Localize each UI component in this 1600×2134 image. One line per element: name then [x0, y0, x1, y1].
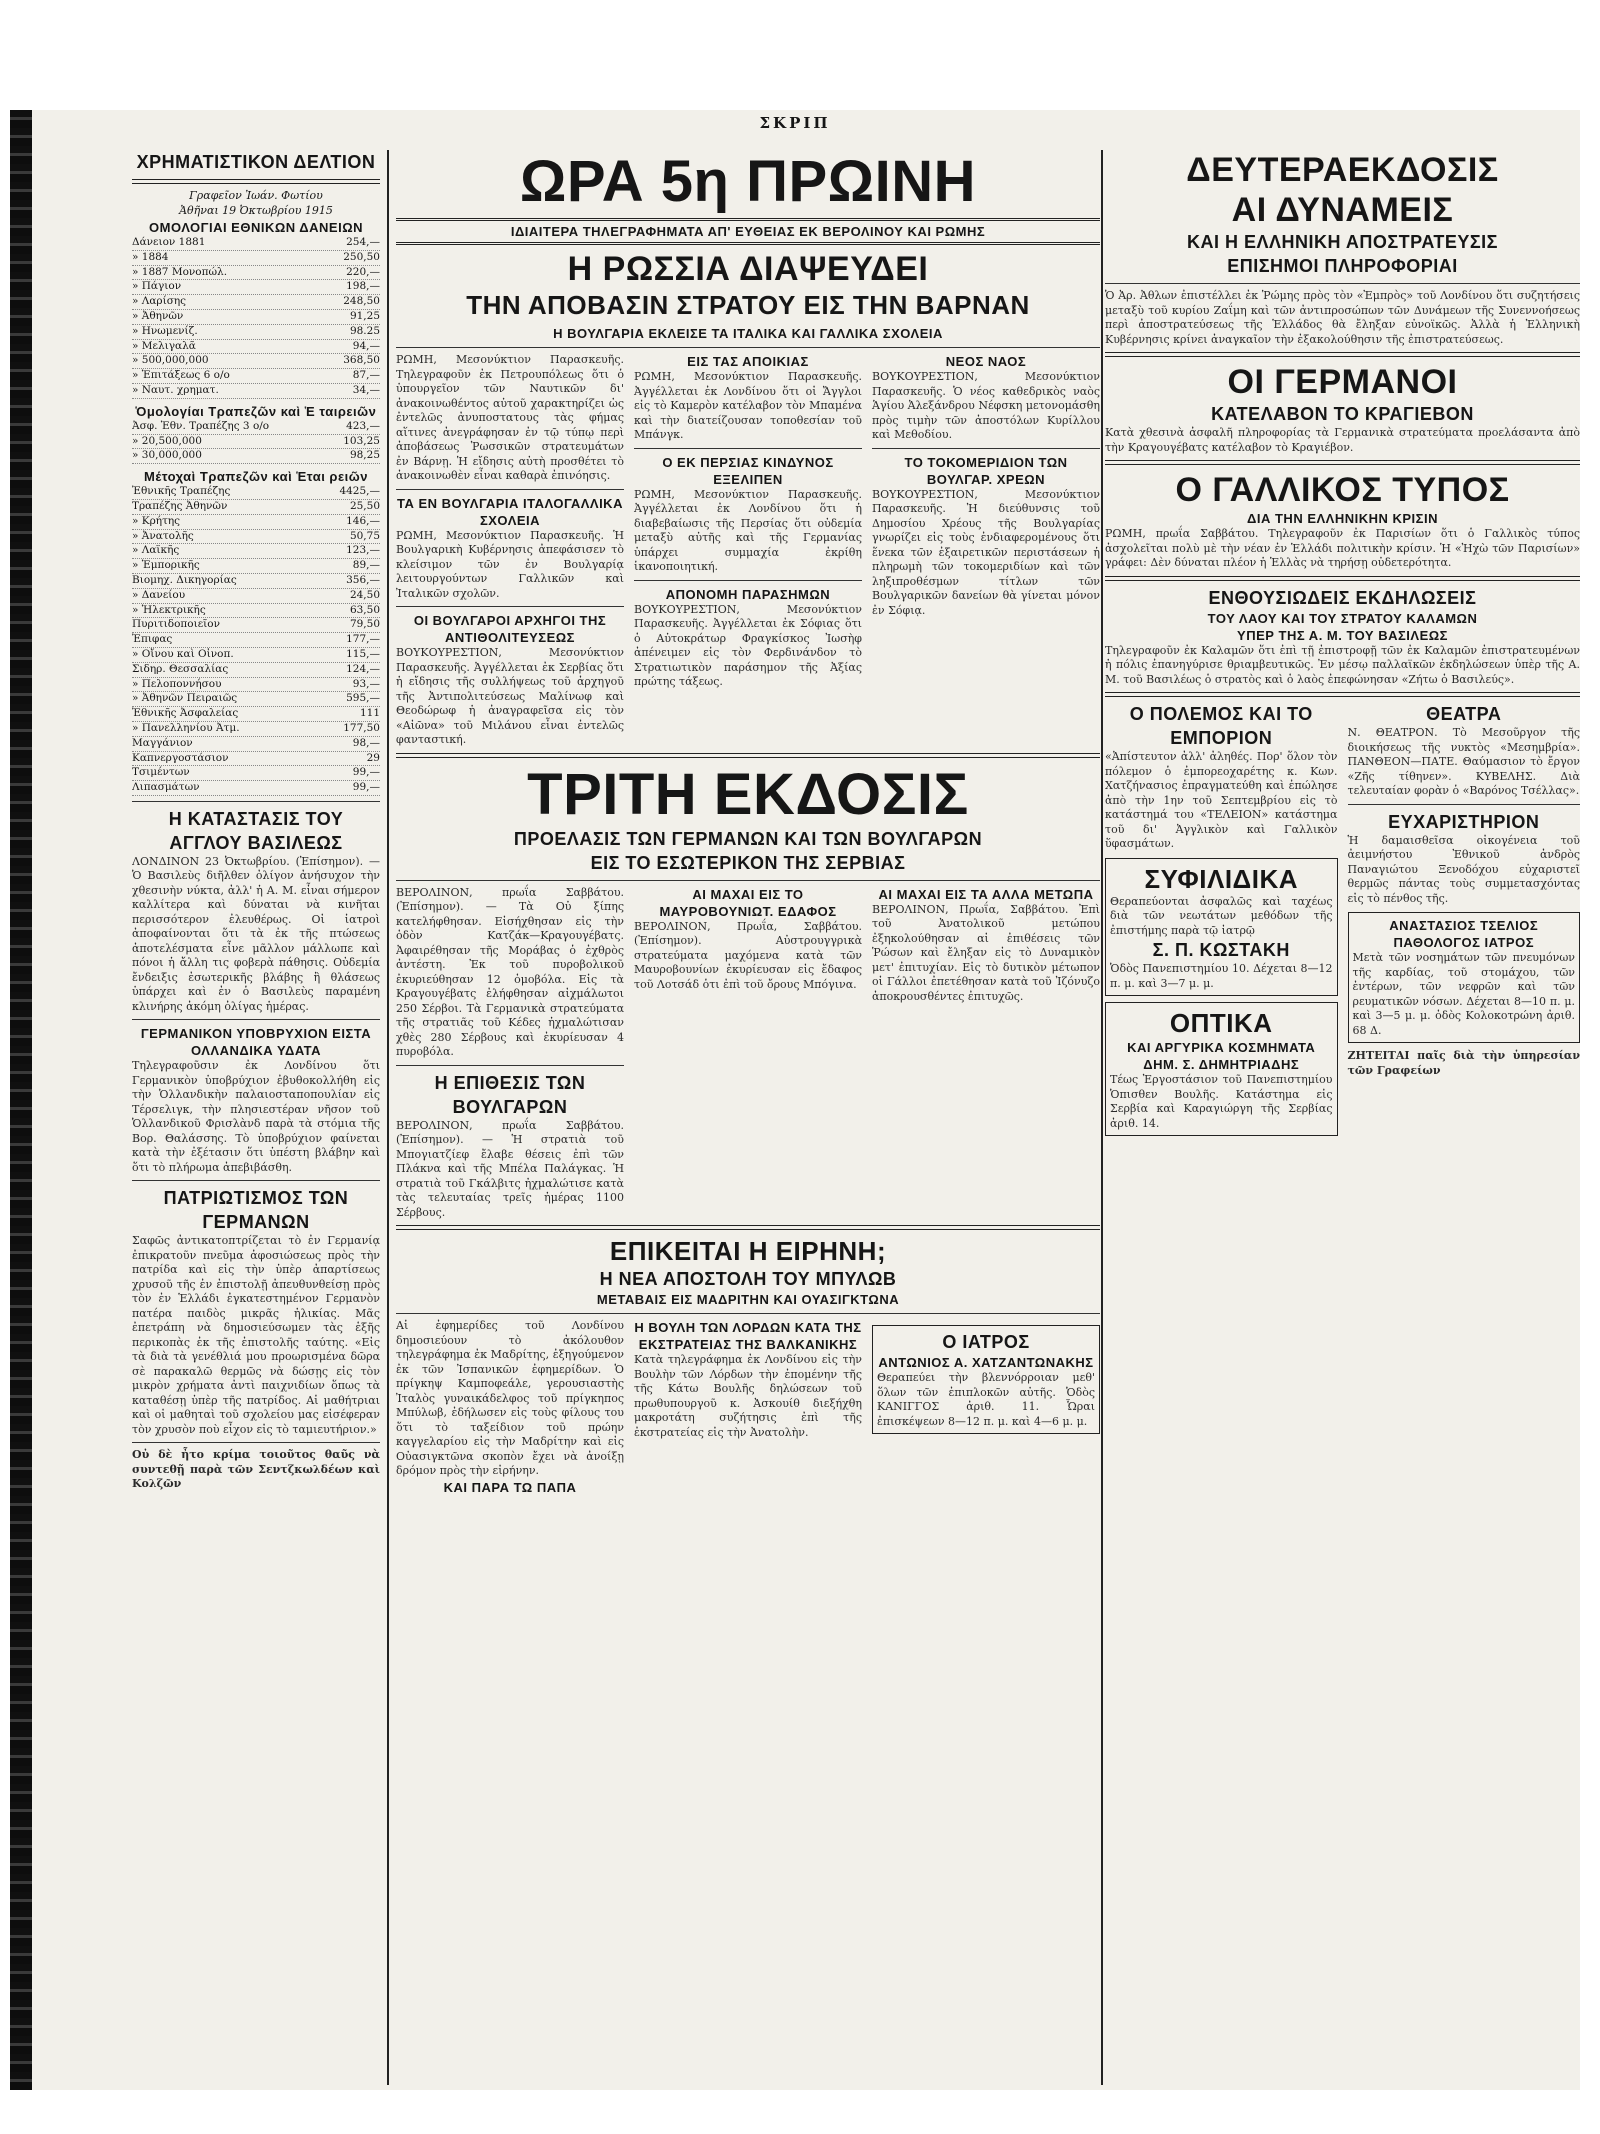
- quote-value: 250,50: [343, 250, 380, 263]
- quote-label: Σιδηρ. Θεσσαλίας: [132, 662, 229, 675]
- divider: [396, 1225, 1100, 1230]
- quote-row: [132, 420, 380, 435]
- quote-value: 146,—: [346, 514, 380, 527]
- quote-label: » Ἐπιτάξεως 6 ο/ο: [132, 369, 230, 382]
- doctor2-role: ΠΑΘΟΛΟΓΟΣ ΙΑΤΡΟΣ: [1393, 935, 1535, 950]
- theatres-text: Ν. ΘΕΑΤΡΟΝ. Τὸ Μεσοῦργον τῆς διοικήσεως τῆς νυκτὸς «Μεσημβρία». ΠΑΝΘΕΟΝ—ΠΑΤΕ. Θαύμασιον τὸ ἔργον «Ζῆς τίθηνεν». ΚΥΒΕΛΗΣ. Διὰ τελευταίαν φορὰν ὁ «Βαρόνος Τσέλλας».: [1347, 726, 1580, 797]
- quote-row: [132, 485, 380, 500]
- lower-col-a: [396, 886, 624, 1221]
- upper-col-c: [872, 353, 1100, 748]
- quote-label: Δάνειον 1881: [132, 236, 206, 248]
- germans-headline-1: ΟΙ ΓΕΡΜΑΝΟΙ: [1227, 363, 1458, 401]
- quote-value: 94,—: [352, 339, 380, 352]
- syphilis-title: ΣΥΦΙΛΙΔΙΚΑ: [1144, 863, 1299, 894]
- second-edition-banner: ΔΕΥΤΕΡΑΕΚΔΟΣΙΣ: [1186, 151, 1499, 189]
- optics-text: Τέως Ἐργοστάσιον τοῦ Πανεπιστημίου Ὁπισθεν Βουλῆς. Κατάστημα εἰς Σερβία καὶ Καραγιώργη τῆς Σερβίας ἀριθ. 14.: [1110, 1073, 1333, 1130]
- divider: [396, 1065, 624, 1066]
- french-press-headline-1: Ο ΓΑΛΛΙΚΟΣ ΤΥΠΟΣ: [1175, 471, 1510, 509]
- lower-center-columns: [396, 886, 1100, 1221]
- quote-value: 423,—: [346, 419, 380, 432]
- main-headline-1: Η ΡΩΣΣΙΑ ΔΙΑΨΕΥΔΕΙ: [567, 250, 929, 288]
- quote-row: [132, 384, 380, 399]
- column-rule-1: [387, 150, 389, 2085]
- footer-note: Οὐ δὲ ἦτο κρίμα τοιοῦτος θαῦς νὰ συντεθῇ παρὰ τῶν Σεντζκωλδέων καὶ Κολζῶν: [132, 1448, 380, 1491]
- french-press-text: ΡΩΜΗ, πρωΐα Σαββάτου. Τηλεγραφοῦν ἐκ Παρισίων ὅτι ὁ Γαλλικὸς τύπος ἀσχολεῖται πολὺ μὲ τὴν νέαν ἐν Ἑλλάδι πολιτικὴν κρίσιν. Ἡ «Ἠχὼ τῶν Παρισίων» γράφει: Δὲν δύναται πλέον ἡ Ἑλλὰς νὰ τηρήσῃ οὐδετερότητα.: [1105, 527, 1580, 569]
- quote-label: » Ναυτ. χρηματ.: [132, 383, 219, 396]
- quote-value: 79,50: [349, 618, 380, 631]
- quote-row: [132, 266, 380, 281]
- quote-row: [132, 574, 380, 589]
- quote-value: 98,25: [349, 449, 380, 462]
- divider: [132, 1180, 380, 1181]
- divider: [132, 1442, 380, 1443]
- attack-title: Η ΕΠΙΘΕΣΙΣ ΤΩΝ ΒΟΥΛΓΑΡΩΝ: [434, 1072, 586, 1117]
- newspaper-page: [10, 110, 1580, 2090]
- persia-title: Ο ΕΚ ΠΕΡΣΙΑΣ ΚΙΝΔΥΝΟΣ ΕΞΕΛΙΠΕΝ: [662, 454, 834, 487]
- quote-row: [132, 354, 380, 369]
- quote-value: 356,—: [346, 573, 380, 586]
- persia-text: ΡΩΜΗ, Μεσονύκτιον Παρασκευῆς. Ἀγγέλλεται ἐκ Λονδίνου ὅτι ἡ διαβεβαίωσις τῆς Περσίας ὅτι οὐδεμία μεταξὺ αὐτῆς καὶ τῆς Γερμανίας ὑπάρχει συμμαχία ἐκρίθη ἱκανοποιητική.: [634, 487, 862, 573]
- bulgarians-text: ΒΟΥΚΟΥΡΕΣΤΙΟΝ, Μεσονύκτιον Παρασκευῆς. Ἀγγέλλεται ἐκ Σερβίας ὅτι ἡ εἴδησις τῆς συλλήψεως τοῦ ἀρχηγοῦ τῆς Ἀντιπολιτεύσεως Μαλίνωφ καὶ Θεοδώρωφ ἡ ἀναγραφεῖσα εἰς τὸν «Αἰῶνα» τοῦ Μιλάνου εἶναι ἐντελῶς φανταστική.: [396, 646, 624, 746]
- quote-value: 220,—: [346, 265, 380, 278]
- quote-row: [132, 530, 380, 545]
- naos-title: ΝΕΟΣ ΝΑΟΣ: [945, 354, 1027, 369]
- bulgarians-title: ΟΙ ΒΟΥΛΓΑΡΟΙ ΑΡΧΗΓΟΙ ΤΗΣ ΑΝΤΙΘΟΛΙΤΕΥΣΕΩΣ: [413, 613, 607, 645]
- germans-headline-2: ΚΑΤΕΛΑΒΟΝ ΤΟ ΚΡΑΓΙΕΒΟΝ: [1211, 404, 1474, 424]
- thanks-title: ΕΥΧΑΡΙΣΤΗΡΙΟΝ: [1388, 811, 1540, 832]
- divider: [1105, 283, 1580, 284]
- montenegro-text: ΒΕΡΟΛΙΝΟΝ, Πρωΐα, Σαββάτου. (Ἐπίσημον). Αὐστρουγγρικὰ στρατεύματα μαχόμενα κατὰ τῶν Μαυροβουνίων ἐκυρίευσαν εἰς ἔδαφος τοῦ Λοτσάδ ὁτι ἐπὶ τοῦ ὄρους Μπόγινα.: [634, 919, 862, 991]
- market-date: Ἀθῆναι 19 Ὀκτωβρίου 1915: [179, 204, 333, 217]
- main-headline-2: ΤΗΝ ΑΠΟΒΑΣΙΝ ΣΤΡΑΤΟΥ ΕΙΣ ΤΗΝ ΒΑΡΝΑΝ: [466, 290, 1030, 320]
- kalamata-headline-1: ΕΝΘΟΥΣΙΩΔΕΙΣ ΕΚΔΗΛΩΣΕΙΣ: [1208, 587, 1477, 608]
- bonds-header: ΟΜΟΛΟΓΙΑΙ ΕΘΝΙΚΩΝ ΔΑΝΕΙΩΝ: [149, 220, 363, 235]
- quote-value: 24,50: [349, 588, 380, 601]
- forces-text: Ὁ Ἀρ. Ἀθλων ἐπιστέλλει ἐκ Ῥώμης πρὸς τὸν «Ἐμπρὸς» τοῦ Λονδίνου ὅτι συζητήσεις μεταξὺ τοῦ κυρίου Ζαΐμη καὶ τῶν ἀντιπροσώπων τῶν Δυνάμεων τῆς Συνεννοήσεως περὶ ἀποστρατεύσεως τῆς Ἑλλάδος θὰ ἔληξαν εὐνοϊκῶς. Ἀλλὰ ἡ Ἑλληνικὴ Κυβέρνησις κρίνει ἀναγκαῖον τὴν ἐξακολούθησιν τῆς ἐπιστρατεύσεως.: [1105, 289, 1580, 346]
- quote-label: » Πελοποννήσου: [132, 677, 222, 690]
- quote-label: » 20,500,000: [132, 434, 202, 447]
- naos-text: ΒΟΥΚΟΥΡΕΣΤΙΟΝ, Μεσονύκτιον Παρασκευῆς. Ὁ νέος καθεδρικὸς ναὸς Ἁγίου Ἀλεξάνδρου Νέφσκη μετονομάσθη πρὸς τιμὴν τῶν ἀποστόλων Κυρίλλου καὶ Μεθοδίου.: [872, 370, 1100, 441]
- divider: [132, 801, 380, 802]
- quote-row: [132, 340, 380, 355]
- kalamata-headline-2: ΤΟΥ ΛΑΟΥ ΚΑΙ ΤΟΥ ΣΤΡΑΤΟΥ ΚΑΛΑΜΩΝ: [1207, 610, 1478, 626]
- quote-label: Μαγγάνιον: [132, 736, 193, 749]
- other-fronts-text: ΒΕΡΟΛΙΝΟΝ, Πρωΐα, Σαββάτου. Ἐπὶ τοῦ Ἀνατολικοῦ μετώπου ἐξηκολούθησαν αἱ ἐπιθέσεις τῶν Ῥώσων καὶ ἔληξαν εἰς τὸ Δυναμικὸν μετ' ἐπιτυχίαν. Εἰς τὸ δυτικὸν μέτωπον οἱ Γάλλοι ἐπετέθησαν κατὰ τοῦ Ἰζόνυζο ἀποκρουσθέντες ἐπιτυχῶς.: [872, 902, 1100, 1003]
- divider: [396, 1313, 1100, 1314]
- war-trade-text: «Ἀπίστευτον ἀλλ' ἀληθές. Πορ' ὅλον τὸν πόλεμον ὁ ἐμπορεοχαρέτης κ. Κων. Χατζήνασιος ἐπραγματεύθη καὶ ἐπώλησε ἀπὸ τὴν 1ην τοῦ Σεπτεμβρίου εἰς τὸ κατάστημά του «ΤΕΛΕΙΟΝ» κατάστημα τοῦ δι' Ἀγγλικὸν καὶ Γαλλικὸν ὕφασμάτων.: [1105, 750, 1338, 850]
- advance-text: ΒΕΡΟΛΙΝΟΝ, πρωΐα Σαββάτου. (Ἐπίσημον). — Τὰ Οὐ ξίπης κατελήφθησαν. Εἰσήχθησαν εἰς τὴν ὁδὸν Κατζάκ—Κραγουγέβατς. Ἀφαιρέθησαν τῆς Μοράβας ὁ ἐχθρὸς ἀντέστη. Ἐκ τοῦ πυροβολικοῦ ἐκυριεύθησαν 12 ὁμοβόλα. Εἰς τὰ Κραγουγέβατς ἐλήφθησαν αἰχμάλωτοι 250 Σέρβοι. Τὰ Γερμανικὰ στρατεύματα τῆς στρατιᾶς τοῦ Κέδες ἠχμαλώτισαν χθὲς 280 Σέρβους καὶ ἐκυρίευσαν 4 πυροβόλα.: [396, 885, 624, 1058]
- main-text: ΡΩΜΗ, Μεσονύκτιον Παρασκευῆς. Τηλεγραφοῦν ἐκ Πετρουπόλεως ὅτι ὁ ὑπουργεῖον τῶν Ναυτικῶν δι' ἀνακοινωθέντος αὐτοῦ χαρακτηρίζει ὡς ἐντελῶς ἀνυποστατους τὰς φήμας αἵτινες ἀνεγράφησαν ἐν τῷ τύπῳ περὶ ἀποβάσεως Ῥωσσικῶν στρατευμάτων ἐν Βάρνῃ. Ἡ εἴδησις αὐτὴ προσθέτει τὸ ἀνακοινωθὲν εἶναι καθαρὰ ἐπινόησις.: [396, 353, 624, 482]
- bottom-center-columns: [396, 1319, 1100, 1496]
- quote-value: 115,—: [346, 647, 380, 660]
- colonies-title: ΕΙΣ ΤΑΣ ΑΠΟΙΚΙΑΣ: [687, 354, 809, 369]
- quote-value: 91,25: [349, 309, 380, 322]
- thanks-text: Ἡ δαμαισθεῖσα οἰκογένεια τοῦ ἀειμνήστου Ἐθνικοῦ ἀνδρὸς Παναγιώτου Ξενοδόχου εὐχαριστεῖ θερμῶς πάντας τοὺς συμμετασχόντας εἰς τὸ πένθος τῆς.: [1347, 833, 1580, 905]
- third-edition-banner: ΤΡΙΤΗ ΕΚΔΟΣΙΣ: [527, 761, 969, 827]
- searched-ad: ΖΗΤΕΙΤΑΙ παῖς διὰ τὴν ὑπηρεσίαν τῶν Γραφείων: [1347, 1049, 1580, 1077]
- divider: [1348, 804, 1581, 805]
- quote-value: 93,—: [352, 677, 380, 690]
- quote-value: 87,—: [352, 369, 380, 382]
- quote-value: 99,—: [352, 766, 380, 779]
- syphilis-address: Ὁδὸς Πανεπιστημίου 10. Δέχεται 8—12 π. μ. καὶ 3—7 μ. μ.: [1110, 962, 1333, 990]
- other-fronts-title: ΑΙ ΜΑΧΑΙ ΕΙΣ ΤΑ ΑΛΛΑ ΜΕΤΩΠΑ: [878, 886, 1094, 902]
- upper-center-columns: [396, 353, 1100, 748]
- quote-value: 123,—: [346, 544, 380, 557]
- quote-label: » 30,000,000: [132, 449, 202, 462]
- quote-row: [132, 236, 380, 251]
- shares-header: Μέτοχαὶ Τραπεζῶν καὶ Ἑται ρειῶν: [144, 469, 368, 485]
- quote-row: [132, 559, 380, 574]
- doctor-ad: [872, 1325, 1100, 1434]
- optics-title: ΟΠΤΙΚΑ: [1169, 1008, 1273, 1038]
- war-trade-title: Ο ΠΟΛΕΜΟΣ ΚΑΙ ΤΟ ΕΜΠΟΡΙΟΝ: [1129, 704, 1313, 748]
- quote-label: » Ἀνατολῆς: [132, 529, 194, 542]
- divider: [634, 580, 862, 581]
- coupon-title: ΤΟ ΤΟΚΟΜΕΡΙΔΙΟΝ ΤΩΝ ΒΟΥΛΓΑΡ. ΧΡΕΩΝ: [904, 454, 1068, 487]
- optics-ad: [1105, 1002, 1338, 1136]
- peace-headline-1: ΕΠΙΚΕΙΤΑΙ Η ΕΙΡΗΝΗ;: [609, 1236, 887, 1266]
- submarine-text: Τηλεγραφοῦσιν ἐκ Λονδίνου ὅτι Γερμανικὸν ὑποβρύχιον ἐβυθοκολλήθη εἰς τὴν Ὁλλανδικὴν παλαιοσταποπουλίαν εἰς Τέρσελιγκ, τὴν πλησιεστέραν νῆσον τοῦ Ὁλλανδικοῦ Φρισλὰνδ παρὰ τὰ στόμια τῆς Βορ. Θαλάσσης. Τὸ ὑποβρύχιον φαίνεται κατὰ τὴν ἐξέτασιν ὅτι ὑπέστη βλάβην καὶ ὅτι τὸ πλήρωμα ἀπεβιβάσθη.: [132, 1059, 380, 1174]
- quote-row: [132, 722, 380, 737]
- doctor2-name: ΑΝΑΣΤΑΣΙΟΣ ΤΣΕΛΙΟΣ: [1389, 918, 1539, 933]
- king-text: ΛΟΝΔΙΝΟΝ 23 Ὀκτωβρίου. (Ἐπίσημον). — Ὁ Βασιλεὺς διῆλθεν ὀλίγον ἀνήσυχον τὴν χθεσινὴν νύκτα, ἀλλ' ἡ Α. Μ. εἶναι σήμερον καλλίτερα καὶ δύναται νὰ κινῆται περισσότερον ἐλευθέρως. Οἱ ἰατροὶ ἀποφαίνονται ὅτι τὰ ἐκ τῆς πτώσεως ἀποτελέσματα εἶνε μᾶλλον μάλλωπε καὶ πόνοι ἡ ἄλλη τις φοβερὰ πάθησις. Οὐδεμία ἔνδειξις ἐσωτερικῆς βλάβης ἢ θλάσεως ὑπάρχει καὶ ἐν ὁ Βασιλεὺς παραμένη κλινήρης ἀκόμη ὀλίγας ἡμέρας.: [132, 854, 380, 1013]
- divider: [396, 606, 624, 607]
- quote-label: » Λαϊκῆς: [132, 544, 180, 557]
- quote-label: » Λαρίσης: [132, 295, 187, 308]
- column-rule-2: [1101, 150, 1103, 2085]
- market-source: Γραφεῖον Ἰωάν. Φωτίου: [189, 189, 323, 202]
- quote-value: 254,—: [346, 236, 380, 248]
- quote-label: » Πανελληνίου Ἀτμ.: [132, 721, 240, 734]
- quote-row: [132, 678, 380, 693]
- patriotism-text: Σαφῶς ἀντικατοπτρίζεται τὸ ἐν Γερμανίᾳ ἐπικρατοῦν πνεῦμα ἀφοσιώσεως πρὸς τὴν πατρίδα καὶ εἰς τὴν ὑπὲρ ἀπαρτίσεως χρυσοῦ τῆς ἐν ἐπιστολῇ ἀπευθυνθείσῃ πρὸς τὸν ἐν Ἑλλάδι ἐγκατεστημένον Γερμανὸν πατέρα παιδὸς μικρᾶς ἡλικίας. Μᾶς ἐπετράπη νὰ δημοσιεύσωμεν τὰς ἑξῆς περικοπὰς ἐκ τῆς ἐπιστολῆς ταύτης. «Εἰς τὰ διὰ τὰ γενέθλιά μου προωρισμένα δῶρα σὲ παρακαλῶ θερμῶς νὰ δώσῃς εἰς τὸν μικρὸν χρήματα ἀντὶ παιχνιδίων ὅπως τὰ καταθέσῃ ὑπὲρ τῆς πατρίδος. Αἱ μαθήτριαι καὶ οἱ μαθηταὶ τοῦ σχολείου μας εἰσέφεραν τὸν χρυσὸν ποὺ εἶχον εἰς τὸ ταμιευτήριον.»: [132, 1234, 380, 1436]
- quote-value: 177,50: [343, 721, 380, 734]
- quote-row: [132, 500, 380, 515]
- montenegro-title: ΑΙ ΜΑΧΑΙ ΕΙΣ ΤΟ ΜΑΥΡΟΒΟΥΝΙΩΤ. ΕΔΑΦΟΣ: [659, 886, 837, 919]
- germans-text: Κατὰ χθεσινὰ ἀσφαλῆ πληροφορίας τὰ Γερμανικὰ στρατεύματα προελάσαντα ἀπὸ τὴν Κραγουγέβατς κατέλαβον τὸ Κραγιέβον.: [1105, 426, 1580, 454]
- quote-row: [132, 737, 380, 752]
- bottom-col-a: [396, 1319, 624, 1496]
- advance-headline-1: ΠΡΟΕΛΑΣΙΣ ΤΩΝ ΓΕΡΜΑΝΩΝ ΚΑΙ ΤΩΝ ΒΟΥΛΓΑΡΩΝ: [513, 828, 983, 849]
- masthead: ΣΚΡΙΠ: [759, 114, 831, 132]
- quote-value: 63,50: [349, 603, 380, 616]
- quote-label: » Ἐμπορικῆς: [132, 559, 200, 572]
- bonds-list: [132, 236, 380, 399]
- quote-value: 34,—: [352, 383, 380, 396]
- left-column: [132, 150, 380, 2085]
- center-banner-sub: ΙΔΙΑΙΤΕΡΑ ΤΗΛΕΓΡΑΦΗΜΑΤΑ ΑΠ' ΕΥΘΕΙΑΣ ΕΚ ΒΕΡΟΛΙΝΟΥ ΚΑΙ ΡΩΜΗΣ: [396, 218, 1100, 245]
- attack-text: ΒΕΡΟΛΙΝΟΝ, πρωΐα Σαββάτου. (Ἐπίσημον). — Ἡ στρατιὰ τοῦ Μπογιατζίεφ ἔλαβε θέσεις ἐπὶ τῶν Πλάκνα καὶ τῆς Μπέλα Παλάγκας. Ἡ στρατιὰ τοῦ Γκάλβιτς ἠχμαλώτισε κατὰ τὰς τελευταίας τρεῖς ἡμέρας 1100 Σέρβους.: [396, 1118, 624, 1219]
- quote-label: Τραπέζης Ἀθηνῶν: [132, 499, 228, 512]
- divider: [872, 448, 1100, 449]
- forces-headline-1: ΑΙ ΔΥΝΑΜΕΙΣ: [1231, 191, 1454, 229]
- quote-row: [132, 707, 380, 722]
- quote-label: » Ἀθηνῶν Πειραιῶς: [132, 692, 238, 705]
- forces-headline-3: ΕΠΙΣΗΜΟΙ ΠΛΗΡΟΦΟΡΙΑΙ: [1227, 256, 1458, 276]
- quote-label: Ἐπιφας: [132, 633, 173, 646]
- divider: [1105, 692, 1580, 697]
- quote-value: 111: [359, 707, 380, 720]
- doctor2-text: Μετὰ τῶν νοσημάτων τῶν πνευμόνων τῆς καρδίας, τοῦ στομάχου, τῶν ἐντέρων, τῶν νεφρῶν καὶ τῶν ρευματικῶν νόσων. Δέχεται 8—10 π. μ. καὶ 3—5 μ. μ. ὁδὸς Κολοκοτρώνη ἀριθ. 68 Δ.: [1352, 951, 1575, 1037]
- doctor-name: ΑΝΤΩΝΙΟΣ Α. ΧΑΤΖΑΝΤΩΝΑΚΗΣ: [878, 1355, 1094, 1370]
- bottom-col-b: [634, 1319, 862, 1496]
- upper-col-b: [634, 353, 862, 748]
- quote-label: » Ηνωμενίζ.: [132, 324, 198, 337]
- quote-value: 177,—: [346, 633, 380, 646]
- quote-label: » 1887 Μονοπώλ.: [132, 265, 228, 278]
- kalamata-headline-3: ΥΠΕΡ ΤΗΣ Α. Μ. ΤΟΥ ΒΑΣΙΛΕΩΣ: [1237, 627, 1448, 643]
- divider: [132, 179, 380, 184]
- center-banner: ΩΡΑ 5η ΠΡΩΙΝΗ: [519, 150, 977, 214]
- quote-label: Λιπασμάτων: [132, 781, 200, 794]
- quote-label: » Ἀθηνῶν: [132, 309, 184, 322]
- quote-label: » Μελιγαλᾶ: [132, 339, 196, 352]
- quote-label: » Δανείου: [132, 588, 186, 601]
- king-title: Η ΚΑΤΑΣΤΑΣΙΣ ΤΟΥ ΑΓΓΛΟΥ ΒΑΣΙΛΕΩΣ: [168, 808, 344, 853]
- quote-value: 124,—: [346, 662, 380, 675]
- quote-row: [132, 325, 380, 340]
- quote-row: [132, 515, 380, 530]
- quote-label: » Πάγιον: [132, 280, 182, 293]
- quote-row: [132, 435, 380, 450]
- quote-label: » Οἴνου καὶ Οἰνοπ.: [132, 647, 234, 660]
- quote-value: 103,25: [343, 434, 380, 447]
- center-column: [396, 150, 1100, 2085]
- quote-row: [132, 544, 380, 559]
- doctor-text: Θεραπεύει τὴν βλεννόρροιαν μεθ' ὅλων τῶν ἐπιπλοκῶν αὐτῆς. Ὁδὸς ΚΑΝΙΓΓΟΣ ἀριθ. 11. Ὧραι ἐπισκέψεων 8—12 π. μ. καὶ 4—6 μ. μ.: [877, 1371, 1095, 1428]
- divider: [1105, 352, 1580, 357]
- colonies-text: ΡΩΜΗ, Μεσονύκτιον Παρασκευῆς. Ἀγγέλλεται ἐκ Λονδίνου ὅτι οἱ Ἄγγλοι εἰς τὸ Καμερὸν κατέλαβον τὸν Μπαμένα καὶ τὴν διατείζουσαν τοποθεσίαν τοῦ Μπάνγκ.: [634, 370, 862, 441]
- quote-row: [132, 692, 380, 707]
- quote-value: 50,75: [349, 529, 380, 542]
- divider: [396, 347, 1100, 348]
- right-lower-columns: [1105, 702, 1580, 1142]
- doctor2-ad: [1348, 912, 1581, 1043]
- quote-value: 248,50: [343, 295, 380, 308]
- peace-headline-2: Η ΝΕΑ ΑΠΟΣΤΟΛΗ ΤΟΥ ΜΠΥΛΩΒ: [599, 1269, 897, 1289]
- quote-label: Ἐθνικῆς Ἀσφαλείας: [132, 707, 239, 720]
- lower-col-b: [634, 886, 862, 1221]
- quote-value: 4425,—: [339, 485, 380, 498]
- quote-row: [132, 295, 380, 310]
- quote-row: [132, 766, 380, 781]
- binding-edge: [10, 110, 32, 2090]
- quote-label: Ἀσφ. Ἐθν. Τραπέζης 3 ο/ο: [132, 419, 270, 432]
- quote-value: 98.25: [349, 324, 380, 337]
- french-press-headline-2: ΔΙΑ ΤΗΝ ΕΛΛΗΝΙΚΗΝ ΚΡΙΣΙΝ: [1247, 511, 1438, 526]
- bottom-col-c: [872, 1319, 1100, 1496]
- quote-label: » 1884: [132, 250, 169, 263]
- shares-list: [132, 485, 380, 796]
- lords-text: Κατὰ τηλεγράφημα ἐκ Λονδίνου εἰς τὴν Βουλὴν τῶν Λόρδων τὴν ἐπομένην τῆς τῆς Κάτω Βουλῆς δηλώσεων τοῦ πρωθυπουργοῦ κ. Ἀσκουίθ διεξήχθη μακροτάτη συζήτησις ἐπὶ τῆς ἐκστρατείας εἰς τὴν Ἀνατολὴν.: [634, 1353, 862, 1439]
- optics-sub: ΚΑΙ ΑΡΓΥΡΙΚΑ ΚΟΣΜΗΜΑΤΑ ΔΗΜ. Σ. ΔΗΜΗΤΡΙΑΔΗΣ: [1127, 1040, 1316, 1072]
- quote-label: Καπνεργοστάσιον: [132, 751, 229, 764]
- quote-value: 98,—: [352, 736, 380, 749]
- peace-text: Αἱ ἐφημερίδες τοῦ Λονδίνου δημοσιεύουν τὸ ἀκόλουθον τηλεγράφημα ἐκ Μαδρίτης, ἐξηγούμενον ἐκ τῶν Ἰσπανικῶν ἐφημερίδων. Ὁ πρίγκηψ Καμποφεάλε, γερουσιαστὴς Ἰταλὸς γυναικάδελφος τοῦ πρίγκηπος Μπύλωβ, ἐδήλωσεν εἰς τοὺς φίλους του ὅτι τὸ ταξείδιον τοῦ πρώην καγγελαρίου εἰς τὴν Μαδρίτην καὶ εἰς Οὐασιγκτῶνα σκοπὸν ἔχει νὰ ἀνοίξῃ δρόμον πρὸς τὴν εἰρήνην.: [396, 1319, 624, 1477]
- quote-value: 29: [366, 751, 380, 764]
- lords-title: Η ΒΟΥΛΗ ΤΩΝ ΛΟΡΔΩΝ ΚΑΤΑ ΤΗΣ ΕΚΣΤΡΑΤΕΙΑΣ ΤΗΣ ΒΑΛΚΑΝΙΚΗΣ: [634, 1320, 862, 1352]
- divider: [396, 489, 624, 490]
- quote-value: 99,—: [352, 781, 380, 794]
- right-lower-col-a: [1105, 702, 1338, 1142]
- syphilis-ad: [1105, 858, 1338, 997]
- quote-row: [132, 604, 380, 619]
- schools-text: ΡΩΜΗ, Μεσονύκτιον Παρασκευῆς. Ἡ Βουλγαρικὴ Κυβέρνησις ἀπεφάσισεν τὸ κλείσιμον τῶν ἐν Βουλγαρίᾳ λειτουργούντων Γαλλικῶν καὶ Ἰταλικῶν σχολῶν.: [396, 528, 624, 600]
- syphilis-text: Θεραπεύονται ἀσφαλῶς καὶ ταχέως διὰ τῶν νεωτάτων μεθόδων τῆς ἐπιστήμης παρὰ τῷ ἰατρῷ: [1110, 894, 1333, 937]
- quote-value: 25,50: [349, 499, 380, 512]
- peace-headline-3: ΜΕΤΑΒΑΙΣ ΕΙΣ ΜΑΔΡΙΤΗΝ ΚΑΙ ΟΥΑΣΙΓΚΤΩΝΑ: [596, 1292, 900, 1307]
- patriotism-title: ΠΑΤΡΙΩΤΙΣΜΟΣ ΤΩΝ ΓΕΡΜΑΝΩΝ: [163, 1188, 349, 1233]
- quote-row: [132, 369, 380, 384]
- submarine-title: ΓΕΡΜΑΝΙΚΟΝ ΥΠΟΒΡΥΧΙΟΝ ΕΙΣΤΑ ΟΛΛΑΝΔΙΚΑ ΥΔΑΤΑ: [140, 1026, 372, 1059]
- quote-label: » 500,000,000: [132, 354, 209, 367]
- decorations-text: ΒΟΥΚΟΥΡΕΣΤΙΟΝ, Μεσονύκτιον Παρασκευῆς. Ἀγγέλλεται ἐκ Σόφιας ὅτι ὁ Αὐτοκράτωρ Φραγκίσκος Ἰωσὴφ ἀπένειμεν εἰς τὸν Φερδινάνδον τὸ Στρατιωτικὸν παράσημον τῆς Ἀξίας πρώτης τάξεως.: [634, 602, 862, 688]
- divider: [132, 1019, 380, 1020]
- quote-value: 198,—: [346, 280, 380, 293]
- quote-label: Βιομηχ. Δικηγορίας: [132, 573, 237, 586]
- quote-label: Ἐθνικῆς Τραπέζης: [132, 485, 231, 498]
- quote-row: [132, 663, 380, 678]
- quote-label: » Ἠλεκτρικῆς: [132, 603, 206, 616]
- right-column: [1105, 150, 1580, 2085]
- right-lower-col-b: [1348, 702, 1581, 1142]
- syphilis-doctor: Σ. Π. ΚΩΣΤΑΚΗ: [1152, 940, 1290, 960]
- quote-value: 595,—: [346, 692, 380, 705]
- quote-row: [132, 633, 380, 648]
- banks-list: [132, 420, 380, 464]
- coupon-text: ΒΟΥΚΟΥΡΕΣΤΙΟΝ, Μεσονύκτιον Παρασκευῆς. Ἡ διεύθυνσις τοῦ Δημοσίου Χρέους τῆς Βουλγαρίας γνωρίζει εἰς τοὺς ἐνδιαφερομένους ὅτι ἕνεκα τῶν ἐξαιρετικῶν περιστάσεων ἡ πληρωμὴ τῶν τοκομεριδίων καὶ τῶν ληξιπροθέσμων τίτλων τῶν Βουλγαρικῶν δανείων θὰ γίνεται μόνον ἐν Σόφιᾳ.: [872, 487, 1100, 617]
- quote-row: [132, 280, 380, 295]
- main-headline-3: Η ΒΟΥΛΓΑΡΙΑ ΕΚΛΕΙΣΕ ΤΑ ΙΤΑΛΙΚΑ ΚΑΙ ΓΑΛΛΙΚΑ ΣΧΟΛΕΙΑ: [553, 326, 943, 341]
- decorations-title: ΑΠΟΝΟΜΗ ΠΑΡΑΣΗΜΩΝ: [665, 586, 831, 602]
- doctor-title: Ο ΙΑΤΡΟΣ: [942, 1332, 1030, 1352]
- quote-label: Τσιμέντων: [132, 766, 190, 779]
- quote-row: [132, 251, 380, 266]
- quote-row: [132, 781, 380, 796]
- peace-tail: ΚΑΙ ΠΑΡΑ ΤΩ ΠΑΠΑ: [443, 1479, 577, 1495]
- advance-headline-2: ΕΙΣ ΤΟ ΕΣΩΤΕΡΙΚΟΝ ΤΗΣ ΣΕΡΒΙΑΣ: [590, 852, 906, 873]
- divider: [634, 448, 862, 449]
- kalamata-text: Τηλεγραφοῦν ἐκ Καλαμῶν ὅτι ἐπὶ τῇ ἐπιστροφῇ τῶν ἐκ Καλαμῶν ἐπιστρατευμένων ἡ πόλις ἐπανηγύρισε θριαμβευτικῶς. Ἐν μέσῳ παλλαϊκῶν ἐκδηλώσεων ὑπὲρ τῆς Α. Μ. τοῦ Βασιλέως ὁ στρατὸς καὶ ὁ λαὸς ἐπεφώνησαν «Ζήτω ὁ Βασιλεύς».: [1105, 643, 1580, 686]
- theatres-title: ΘΕΑΤΡΑ: [1426, 704, 1502, 724]
- quote-row: [132, 449, 380, 464]
- quote-row: [132, 648, 380, 663]
- banks-header: Ὁμολογίαι Τραπεζῶν καὶ Ἑ ταιρειῶν: [135, 403, 377, 419]
- quote-row: [132, 618, 380, 633]
- lower-col-c: [872, 886, 1100, 1221]
- forces-headline-2: ΚΑΙ Η ΕΛΛΗΝΙΚΗ ΑΠΟΣΤΡΑΤΕΥΣΙΣ: [1187, 232, 1498, 252]
- divider: [1105, 576, 1580, 581]
- quote-value: 89,—: [352, 559, 380, 572]
- quote-row: [132, 589, 380, 604]
- upper-col-a: [396, 353, 624, 748]
- divider: [1105, 460, 1580, 465]
- quote-row: [132, 752, 380, 767]
- quote-value: 368,50: [343, 354, 380, 367]
- divider: [396, 753, 1100, 758]
- quote-row: [132, 310, 380, 325]
- divider: [396, 880, 1100, 881]
- market-title: ΧΡΗΜΑΤΙΣΤΙΚΟΝ ΔΕΛΤΙΟΝ: [136, 152, 376, 172]
- quote-label: » Κρήτης: [132, 514, 181, 527]
- schools-title: ΤΑ ΕΝ ΒΟΥΛΓΑΡΙΑ ΙΤΑΛΟΓΑΛΛΙΚΑ ΣΧΟΛΕΙΑ: [397, 495, 623, 528]
- quote-label: Πυριτιδοποιεῖον: [132, 618, 220, 631]
